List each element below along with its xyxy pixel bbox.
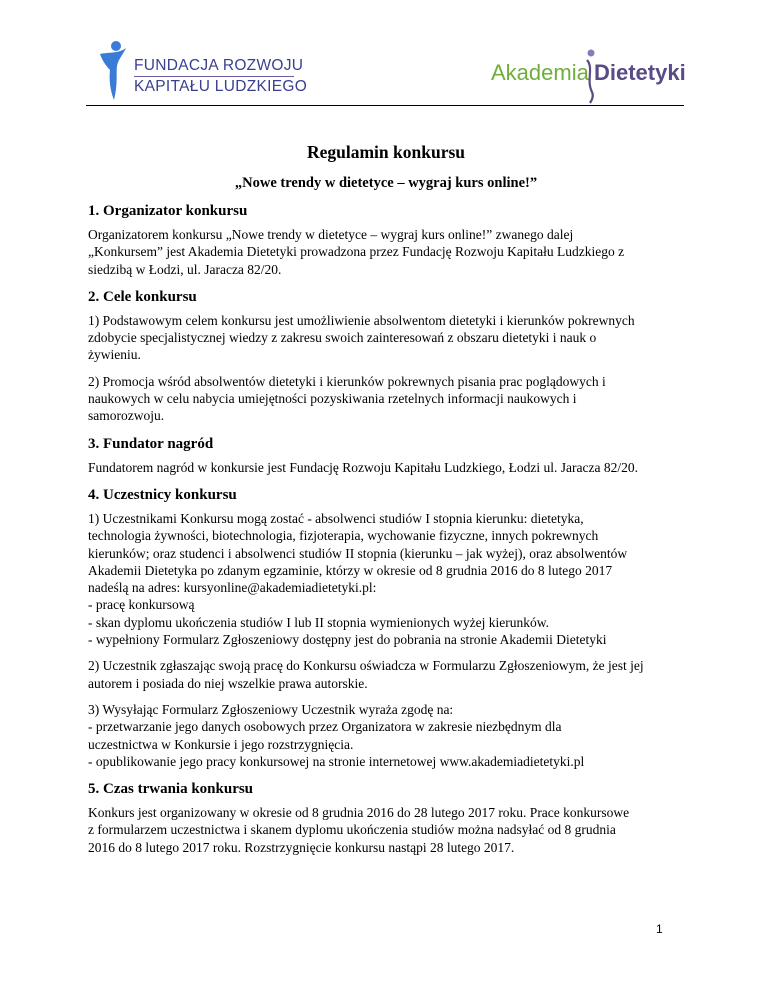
- paragraph-line: żywieniu.: [88, 347, 141, 363]
- section-heading: 1. Organizator konkursu: [88, 203, 248, 219]
- paragraph-line: - przetwarzanie jego danych osobowych przez Organizatora w zakresie niezbędnym dla: [88, 719, 562, 735]
- paragraph-line: „Konkursem” jest Akademia Dietetyki prowadzona przez Fundację Rozwoju Kapitału Ludzkiego z: [88, 244, 625, 260]
- logo-text-line1: FUNDACJA ROZWOJU: [134, 57, 304, 74]
- page-header: [0, 0, 768, 110]
- paragraph-line: autorem i posiada do niej wszelkie prawa autorskie.: [88, 675, 368, 691]
- section-heading: 5. Czas trwania konkursu: [88, 781, 254, 798]
- section-paragraph: [88, 373, 684, 425]
- section-heading: 4. Uczestnicy konkursu: [88, 486, 237, 503]
- paragraph-line: uczestnictwa w Konkursie i jego rozstrzygnięcia.: [88, 736, 354, 752]
- logo-divider: [134, 76, 294, 77]
- akademia-dietetyki-logo: [491, 48, 691, 104]
- logo-text-line2: KAPITAŁU LUDZKIEGO: [134, 78, 308, 95]
- figure-icon: [96, 40, 132, 102]
- document-body: [88, 118, 684, 865]
- paragraph-line: technologia żywności, biotechnologia, fizjoterapia, wychowanie fizyczne, innych pokrewnych: [88, 528, 599, 544]
- logo-text-akademia: Akademia: [491, 60, 589, 85]
- paragraph-line: - pracę konkursową: [88, 597, 195, 613]
- logo-text-dietetyki: Dietetyki: [594, 60, 686, 85]
- section-paragraph: [88, 510, 684, 648]
- paragraph-line: 2) Promocja wśród absolwentów dietetyki i kierunków pokrewnych pisania prac poglądowych i: [88, 373, 606, 389]
- paragraph-line: samorozwoju.: [88, 408, 165, 424]
- paragraph-line: - skan dyplomu ukończenia studiów I lub II stopnia wymienionych wyżej kierunków.: [88, 614, 550, 630]
- document-subtitle: „Nowe trendy w dietetyce – wygraj kurs online!”: [234, 175, 538, 191]
- sections-container: [88, 202, 684, 856]
- paragraph-line: Organizatorem konkursu „Nowe trendy w dietetyce – wygraj kurs online!” zwanego dalej: [88, 227, 574, 242]
- paragraph-line: Fundatorem nagród w konkursie jest Fundację Rozwoju Kapitału Ludzkiego, Łodzi ul. Jaracza 82/20.: [88, 459, 638, 475]
- section-paragraph: [88, 657, 684, 692]
- paragraph-line: - wypełniony Formularz Zgłoszeniowy dostępny jest do pobrania na stronie Akademii Dietetyki: [88, 632, 607, 648]
- paragraph-line: 1) Podstawowym celem konkursu jest umożliwienie absolwentom dietetyki i kierunków pokrewnych: [88, 312, 635, 328]
- section-paragraph: [88, 459, 684, 476]
- paragraph-line: 1) Uczestnikami Konkursu mogą zostać - absolwenci studiów I stopnia kierunku: dietetyka,: [88, 510, 584, 526]
- paragraph-line: 2) Uczestnik zgłaszając swoją pracę do Konkursu oświadcza w Formularzu Zgłoszeniowym, że jest jej: [88, 658, 644, 674]
- section-paragraph: [88, 226, 684, 278]
- paragraph-line: siedzibą w Łodzi, ul. Jaracza 82/20.: [88, 261, 282, 277]
- paragraph-line: kierunków; oraz studenci i absolwenci studiów II stopnia (kierunku – jak wyżej), oraz absolwentów: [88, 545, 628, 561]
- paragraph-line: Akademii Dietetyka po zdanym egzaminie, którzy w okresie od 8 grudnia 2016 do 8 lutego 2017: [88, 562, 613, 578]
- paragraph-line: Konkurs jest organizowany w okresie od 8 grudnia 2016 do 28 lutego 2017 roku. Prace konkursowe: [88, 805, 630, 821]
- paragraph-line: 3) Wysyłając Formularz Zgłoszeniowy Uczestnik wyraża zgodę na:: [88, 701, 454, 717]
- paragraph-line: naukowych w celu nabycia umiejętności pozyskiwania rzetelnych informacji naukowych i: [88, 391, 577, 407]
- paragraph-line: zdobycie specjalistycznej wiedzy z zakresu swoich zainteresowań z obszaru dietetyki i nauk o: [88, 330, 597, 346]
- frkl-logo: [96, 40, 308, 102]
- section-heading: 3. Fundator nagród: [88, 435, 214, 452]
- paragraph-line: - opublikowanie jego pracy konkursowej na stronie internetowej www.akademiadietetyki.pl: [88, 753, 585, 769]
- paragraph-line: 2016 do 8 lutego 2017 roku. Rozstrzygnięcie konkursu nastąpi 28 lutego 2017.: [88, 839, 515, 855]
- paragraph-line: nadeślą na adres: kursyonline@akademiadietetyki.pl:: [88, 580, 377, 596]
- header-divider: [86, 105, 684, 106]
- section-heading: 2. Cele konkursu: [88, 288, 197, 305]
- paragraph-line: z formularzem uczestnictwa i skanem dyplomu ukończenia studiów można nadsyłać od 8 grudnia: [88, 822, 616, 838]
- page-number: 1: [656, 922, 663, 936]
- section-paragraph: [88, 804, 684, 856]
- document-title: Regulamin konkursu: [306, 142, 466, 162]
- section-paragraph: [88, 701, 684, 770]
- section-paragraph: [88, 312, 684, 364]
